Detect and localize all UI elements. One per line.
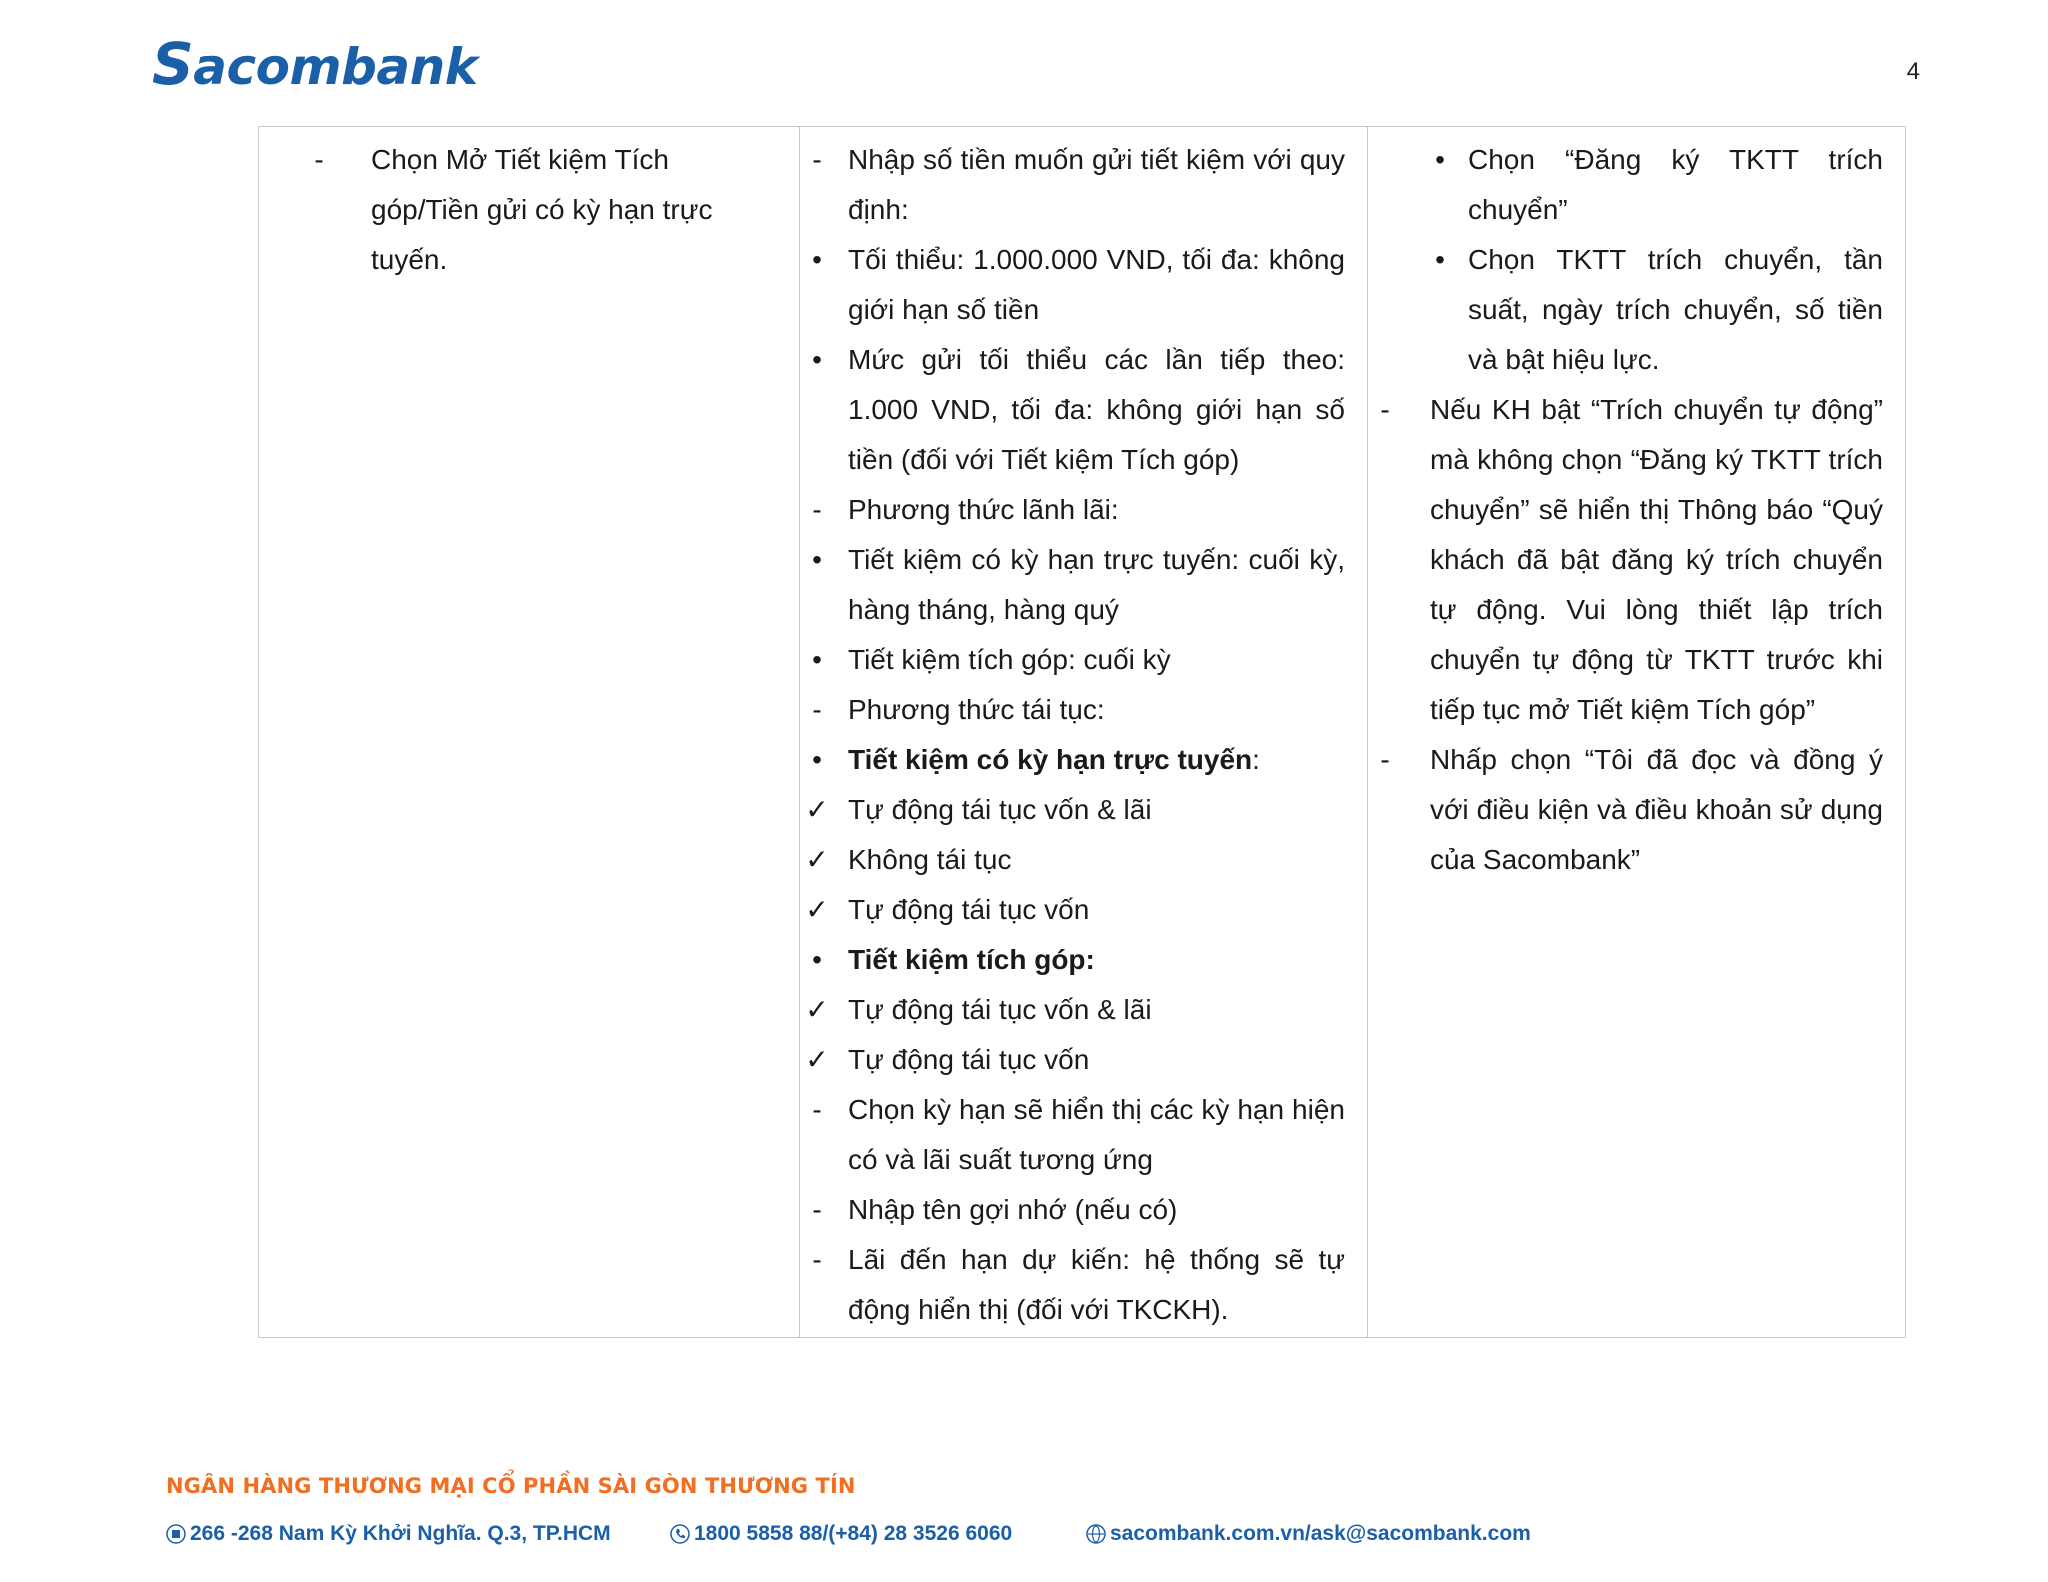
list-item-text: Tiết kiệm có kỳ hạn trực tuyến: cuối kỳ, hàng tháng, hàng quý — [848, 544, 1345, 625]
dash-marker: - — [1380, 394, 1390, 425]
list-item — [800, 785, 1345, 835]
list-item-text: Tối thiểu: 1.000.000 VND, tối đa: không giới hạn số tiền — [848, 244, 1345, 325]
list-item-text: Tự động tái tục vốn — [848, 1044, 1090, 1075]
footer-phone — [670, 1522, 1012, 1546]
footer-contacts — [166, 1522, 1766, 1552]
list-item — [259, 135, 729, 285]
list-item-text: Phương thức lãnh lãi: — [848, 494, 1119, 525]
list-item-text: Không tái tục — [848, 844, 1012, 875]
list-item — [800, 935, 1345, 985]
checkmark-icon: ✓ — [805, 1044, 829, 1075]
list-item — [800, 835, 1345, 885]
bullet-icon: • — [812, 344, 822, 375]
bullet-icon: • — [1435, 144, 1445, 175]
list-item — [800, 335, 1345, 485]
list-item — [800, 735, 1345, 785]
dash-marker: - — [812, 1244, 822, 1275]
dash-marker: - — [812, 694, 822, 725]
checkmark-icon: ✓ — [805, 994, 829, 1025]
list-item-text: Chọn “Đăng ký TKTT trích chuyển” — [1468, 144, 1883, 225]
list-item-text: Lãi đến hạn dự kiến: hệ thống sẽ tự động hiển thị (đối với TKCKH). — [848, 1244, 1345, 1325]
footer-web[interactable] — [1086, 1522, 1531, 1546]
bullet-icon: • — [812, 944, 822, 975]
list-item — [1368, 235, 1883, 385]
checkmark-icon: ✓ — [805, 894, 829, 925]
list-item — [1368, 735, 1883, 885]
list-item — [800, 635, 1345, 685]
footer-address-text: 266 -268 Nam Kỳ Khởi Nghĩa. Q.3, TP.HCM — [190, 1522, 611, 1545]
dash-marker: - — [1380, 744, 1390, 775]
table-row — [259, 127, 1906, 1338]
list-item — [800, 985, 1345, 1035]
list-item — [800, 1035, 1345, 1085]
dash-marker: - — [314, 144, 324, 175]
list-item-text: Tự động tái tục vốn & lãi — [848, 994, 1152, 1025]
instruction-table — [258, 126, 1906, 1338]
footer-phone-text: 1800 5858 88/(+84) 28 3526 6060 — [694, 1522, 1013, 1545]
dash-marker: - — [812, 494, 822, 525]
list-item-heading — [848, 935, 1345, 985]
list-item — [800, 485, 1345, 535]
bullet-icon: • — [1435, 244, 1445, 275]
list-item-text: Nhập số tiền muốn gửi tiết kiệm với quy định: — [848, 144, 1345, 225]
list-item-suffix: : — [1252, 744, 1260, 775]
list-item-text: Chọn Mở Tiết kiệm Tích góp/Tiền gửi có kỳ hạn trực tuyến. — [371, 144, 713, 275]
list-item-text: Chọn TKTT trích chuyển, tần suất, ngày trích chuyển, số tiền và bật hiệu lực. — [1468, 244, 1883, 375]
dash-marker: - — [812, 144, 822, 175]
bullet-icon: • — [812, 544, 822, 575]
dash-marker: - — [812, 1194, 822, 1225]
phone-icon — [670, 1524, 690, 1544]
bullet-icon: • — [812, 744, 822, 775]
list-item-text: Mức gửi tối thiểu các lần tiếp theo: 1.000 VND, tối đa: không giới hạn số tiền (đối với Tiết kiệm Tích góp) — [848, 344, 1345, 475]
list-item — [800, 685, 1345, 735]
list-item — [800, 885, 1345, 935]
list-item-heading — [848, 735, 1345, 785]
checkmark-icon: ✓ — [805, 844, 829, 875]
list-item — [800, 1185, 1345, 1235]
footer-web-text[interactable]: sacombank.com.vn/ask@sacombank.com — [1110, 1522, 1531, 1545]
list-item-text: Tự động tái tục vốn & lãi — [848, 794, 1152, 825]
column-notes — [1368, 127, 1906, 1338]
list-item — [1368, 135, 1883, 235]
checkmark-icon: ✓ — [805, 794, 829, 825]
building-icon — [166, 1524, 186, 1544]
bullet-icon: • — [812, 644, 822, 675]
page-number: 4 — [1906, 58, 1920, 85]
list-item-text: Phương thức tái tục: — [848, 694, 1105, 725]
globe-icon — [1086, 1524, 1106, 1544]
footer-bank-name: NGÂN HÀNG THƯƠNG MẠI CỔ PHẦN SÀI GÒN THƯƠNG TÍN — [166, 1474, 856, 1498]
list-item-text: Nhập tên gợi nhớ (nếu có) — [848, 1194, 1178, 1225]
footer-address — [166, 1522, 611, 1546]
list-item — [800, 1085, 1345, 1185]
list-item-text: Nhấp chọn “Tôi đã đọc và đồng ý với điều kiện và điều khoản sử dụng của Sacombank” — [1430, 744, 1883, 875]
list-item — [800, 235, 1345, 335]
column-details — [800, 127, 1368, 1338]
list-item-text: Nếu KH bật “Trích chuyển tự động” mà không chọn “Đăng ký TKTT trích chuyển” sẽ hiển thị Thông báo “Quý khách đã bật đăng ký trích chuyển tự động. Vui lòng thiết lập trích chuyển tự động từ TKTT trước khi tiếp tục mở Tiết kiệm Tích góp” — [1430, 394, 1883, 725]
list-item-heading-text: Tiết kiệm tích góp: — [848, 944, 1095, 975]
dash-marker: - — [812, 1094, 822, 1125]
list-item — [1368, 385, 1883, 735]
list-item-text: Tự động tái tục vốn — [848, 894, 1090, 925]
list-item-heading-text: Tiết kiệm có kỳ hạn trực tuyến — [848, 744, 1253, 775]
list-item-text: Tiết kiệm tích góp: cuối kỳ — [848, 644, 1171, 675]
footer — [166, 1474, 1531, 1545]
bullet-icon: • — [812, 244, 822, 275]
list-item — [800, 135, 1345, 235]
list-item — [800, 1235, 1345, 1335]
list-item-text: Chọn kỳ hạn sẽ hiển thị các kỳ hạn hiện có và lãi suất tương ứng — [848, 1094, 1345, 1175]
column-step — [259, 127, 800, 1338]
list-item — [800, 535, 1345, 635]
sacombank-logo: Sacombank — [152, 30, 478, 98]
